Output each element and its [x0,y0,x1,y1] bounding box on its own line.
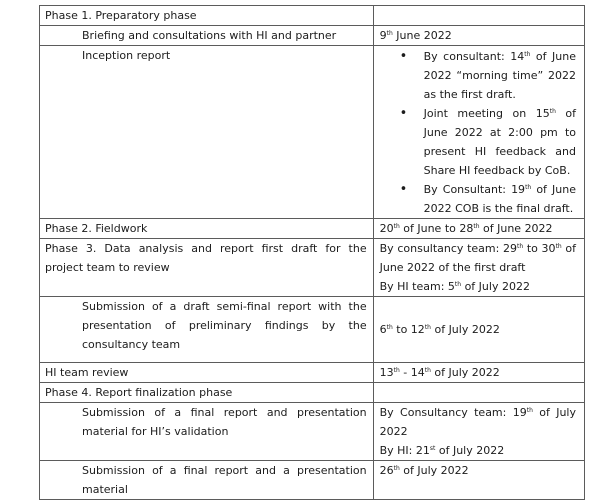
date-cell [373,239,584,297]
task-cell [40,26,374,46]
date-phase-2: 20th of June to 28th of June 2022 [379,222,553,235]
table-row [40,383,585,403]
list-item: • By consultant: 14th of June 2022 “morning time” 2022 as the first draft. [374,47,576,104]
phase-3-cell [40,239,374,297]
task-cell [40,46,374,219]
date-final-submission: 26th of July 2022 [379,464,469,477]
task-final-validation: Submission of a final report and presentation material for HI’s validation [82,406,367,438]
table-row [40,219,585,239]
task-briefing: Briefing and consultations with HI and partner [82,29,337,42]
date-cell [373,363,584,383]
date-cell [373,26,584,46]
date-final-validation: By Consultancy team: 19th of July 2022 By HI: 21st of July 2022 [379,406,576,457]
phase-3-heading: Phase 3. Data analysis and report first draft for the project team to review [45,242,367,274]
table-row [40,46,585,219]
task-hi-review: HI team review [45,366,129,379]
phase-4-heading: Phase 4. Report finalization phase [45,386,233,399]
list-item: • Joint meeting on 15th of June 2022 at 2:00 pm to present HI feedback and Share HI feedback by CoB. [374,104,576,180]
table-row [40,297,585,363]
date-hi-review: 13th - 14th of July 2022 [379,366,500,379]
date-cell [373,46,584,219]
list-item: • By Consultant: 19th of June 2022 COB is the final draft. [374,180,576,218]
phase-2-heading: Phase 2. Fieldwork [45,222,148,235]
phase-4-heading-cell [40,383,374,403]
task-cell [40,297,374,363]
phase-2-cell [40,219,374,239]
date-semi-final: 6th to 12th of July 2022 [379,323,500,336]
date-phase-3: By consultancy team: 29th to 30th of June 2022 of the first draft By HI team: 5th of July 2022 [379,242,576,293]
phase-1-heading-cell [40,6,374,26]
table-row [40,461,585,500]
task-cell [40,461,374,500]
task-semi-final: Submission of a draft semi-final report with the presentation of preliminary findings by the consultancy team [82,300,367,351]
date-cell [373,461,584,500]
date-cell [373,297,584,363]
task-cell [40,403,374,461]
task-final-submission: Submission of a final report and a presentation material [82,464,367,496]
empty-date-cell [373,6,584,26]
table-row [40,26,585,46]
table-row [40,239,585,297]
inception-bullet-list [374,46,584,218]
table-row [40,6,585,26]
table-row [40,403,585,461]
timeline-table [39,5,585,500]
empty-date-cell [373,383,584,403]
date-cell [373,403,584,461]
table-row [40,363,585,383]
task-inception: Inception report [82,49,171,62]
date-briefing: 9th June 2022 [379,29,452,42]
task-cell [40,363,374,383]
date-cell [373,219,584,239]
phase-1-heading: Phase 1. Preparatory phase [45,9,197,22]
